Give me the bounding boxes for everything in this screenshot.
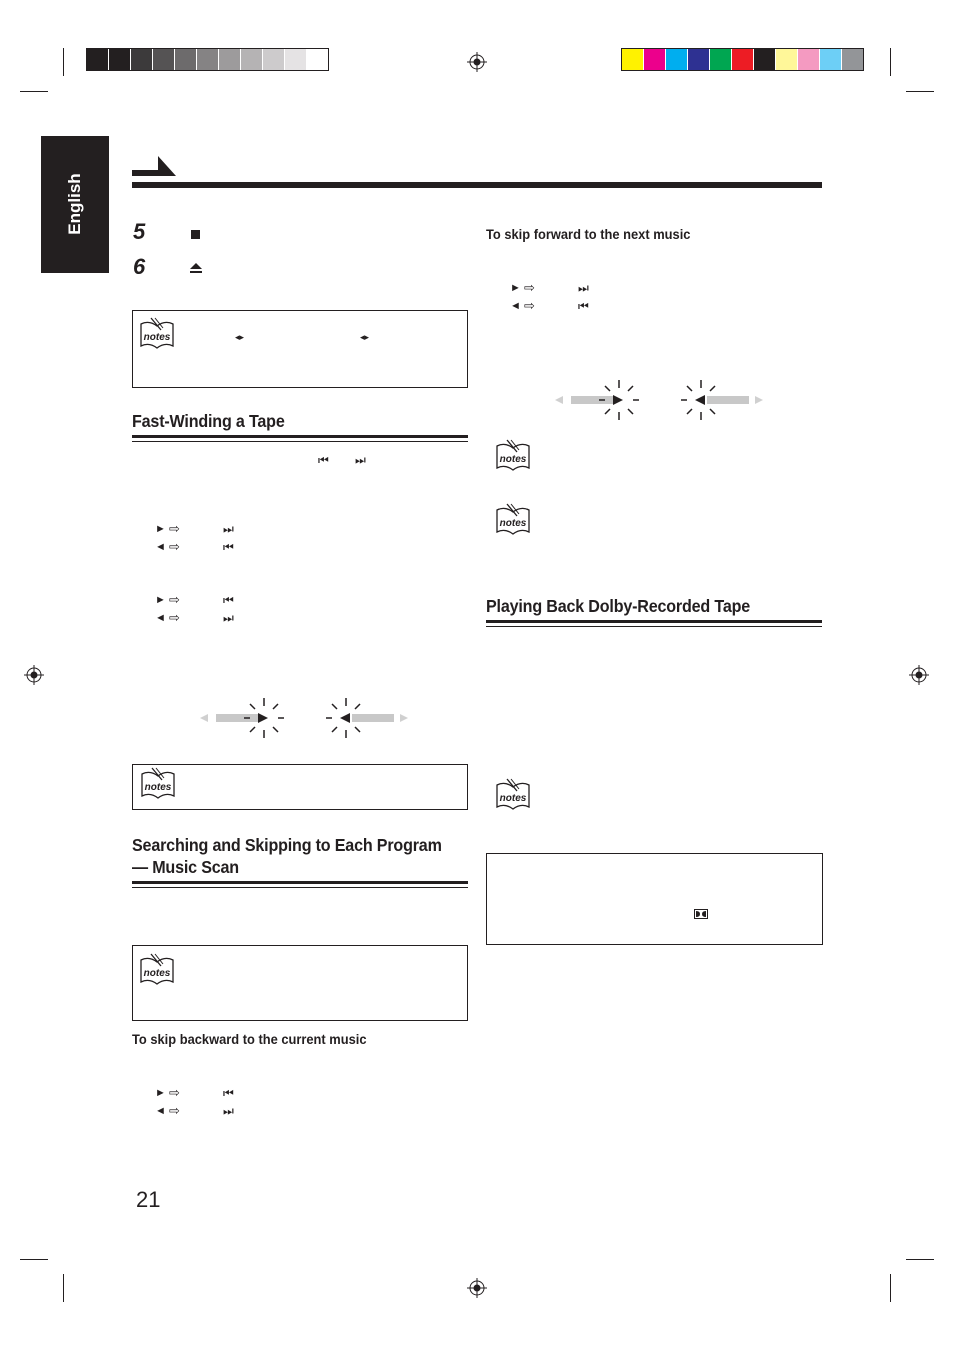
- section-rule: [132, 441, 468, 442]
- dolby-logo-icon: [694, 909, 708, 919]
- grayscale-calibration-bar: [86, 48, 329, 71]
- hollow-arrow-icon: ⇨: [524, 298, 535, 313]
- gray-swatch: [263, 49, 285, 70]
- subheading-skip-forward: To skip forward to the next music: [486, 226, 691, 242]
- notes-label: notes: [499, 793, 527, 804]
- section-title-fast-winding: Fast-Winding a Tape: [132, 411, 285, 431]
- color-swatch: [820, 49, 842, 70]
- registration-mark-icon: [24, 665, 44, 685]
- color-swatch: [776, 49, 798, 70]
- tape-direction-indicator-illustration: [553, 378, 768, 424]
- notes-box: [132, 310, 468, 388]
- crop-mark: [906, 91, 934, 92]
- gray-swatch: [241, 49, 263, 70]
- notes-icon: [493, 438, 533, 476]
- section-rule: [486, 620, 822, 623]
- color-swatch: [688, 49, 710, 70]
- play-reverse-icon: ◄: [155, 541, 166, 553]
- notes-label: notes: [143, 968, 171, 979]
- section-rule: [132, 435, 468, 438]
- gray-swatch: [307, 49, 328, 70]
- section-rule: [132, 887, 468, 888]
- hollow-arrow-icon: ⇨: [169, 592, 180, 607]
- language-tab-label: English: [65, 173, 84, 235]
- section-title-dolby: Playing Back Dolby-Recorded Tape: [486, 596, 751, 616]
- registration-mark-icon: [909, 665, 929, 685]
- crop-mark: [20, 1259, 48, 1260]
- gray-swatch: [87, 49, 109, 70]
- gray-swatch: [109, 49, 131, 70]
- hollow-arrow-icon: ⇨: [524, 280, 535, 295]
- rewind-icon: ⏮: [223, 593, 234, 607]
- notes-label: notes: [144, 782, 172, 793]
- crop-mark: [906, 1259, 934, 1260]
- hollow-arrow-icon: ⇨: [169, 521, 180, 536]
- rewind-icon: ⏮: [318, 453, 329, 467]
- section-rule: [132, 881, 468, 884]
- registration-mark-icon: [467, 52, 487, 72]
- gray-swatch: [153, 49, 175, 70]
- notes-icon: [137, 952, 177, 990]
- play-reverse-icon: ◄: [155, 1105, 166, 1117]
- fast-forward-icon: ⏭: [223, 611, 234, 625]
- color-swatch: [842, 49, 863, 70]
- hollow-arrow-icon: ⇨: [169, 539, 180, 554]
- left-right-arrows-icon: ◂▸: [360, 332, 370, 342]
- color-swatch: [754, 49, 776, 70]
- play-forward-icon: ►: [155, 523, 166, 535]
- hollow-arrow-icon: ⇨: [169, 1085, 180, 1100]
- step-number: 6: [133, 254, 146, 279]
- notes-box: [132, 945, 468, 1021]
- stop-icon: [191, 230, 200, 239]
- color-swatch: [622, 49, 644, 70]
- gray-swatch: [285, 49, 307, 70]
- crop-mark: [890, 48, 891, 76]
- page-number: 21: [136, 1187, 161, 1212]
- play-forward-icon: ►: [155, 594, 166, 606]
- section-arrow-icon: [132, 156, 177, 178]
- eject-icon: [190, 263, 202, 274]
- fast-forward-icon: ⏭: [223, 522, 234, 536]
- fast-forward-icon: ⏭: [355, 453, 366, 467]
- notes-icon: [493, 777, 533, 815]
- notes-icon: [137, 316, 177, 354]
- color-swatch: [666, 49, 688, 70]
- color-swatch: [710, 49, 732, 70]
- play-reverse-icon: ◄: [510, 300, 521, 312]
- left-right-arrows-icon: ◂▸: [235, 332, 245, 342]
- header-rule: [132, 182, 822, 188]
- color-swatch: [732, 49, 754, 70]
- section-title-music-scan: Searching and Skipping to Each Program: [132, 835, 442, 855]
- color-swatch: [644, 49, 666, 70]
- gray-swatch: [197, 49, 219, 70]
- hollow-arrow-icon: ⇨: [169, 610, 180, 625]
- language-tab: [41, 136, 109, 273]
- hollow-arrow-icon: ⇨: [169, 1103, 180, 1118]
- step-number: 5: [133, 219, 146, 244]
- crop-mark: [890, 1274, 891, 1302]
- notes-icon: [138, 766, 178, 804]
- notes-label: notes: [143, 332, 171, 343]
- gray-swatch: [219, 49, 241, 70]
- gray-swatch: [131, 49, 153, 70]
- notes-box: [132, 764, 468, 810]
- registration-mark-icon: [467, 1278, 487, 1298]
- fast-forward-icon: ⏭: [223, 1104, 234, 1118]
- section-title-music-scan-line2: — Music Scan: [132, 857, 239, 877]
- crop-mark: [20, 91, 48, 92]
- play-forward-icon: ►: [510, 282, 521, 294]
- gray-swatch: [175, 49, 197, 70]
- fast-forward-icon: ⏭: [578, 281, 589, 295]
- notes-label: notes: [499, 454, 527, 465]
- subheading-skip-backward: To skip backward to the current music: [132, 1031, 367, 1047]
- play-reverse-icon: ◄: [155, 612, 166, 624]
- crop-mark: [63, 1274, 64, 1302]
- section-rule: [486, 626, 822, 627]
- rewind-icon: ⏮: [223, 1086, 234, 1100]
- crop-mark: [63, 48, 64, 76]
- dolby-info-box: [486, 853, 823, 945]
- rewind-icon: ⏮: [578, 299, 589, 313]
- rewind-icon: ⏮: [223, 540, 234, 554]
- color-calibration-bar: [621, 48, 864, 71]
- tape-direction-indicator-illustration: [198, 696, 413, 742]
- notes-icon: [493, 502, 533, 540]
- play-forward-icon: ►: [155, 1087, 166, 1099]
- color-swatch: [798, 49, 820, 70]
- notes-label: notes: [499, 518, 527, 529]
